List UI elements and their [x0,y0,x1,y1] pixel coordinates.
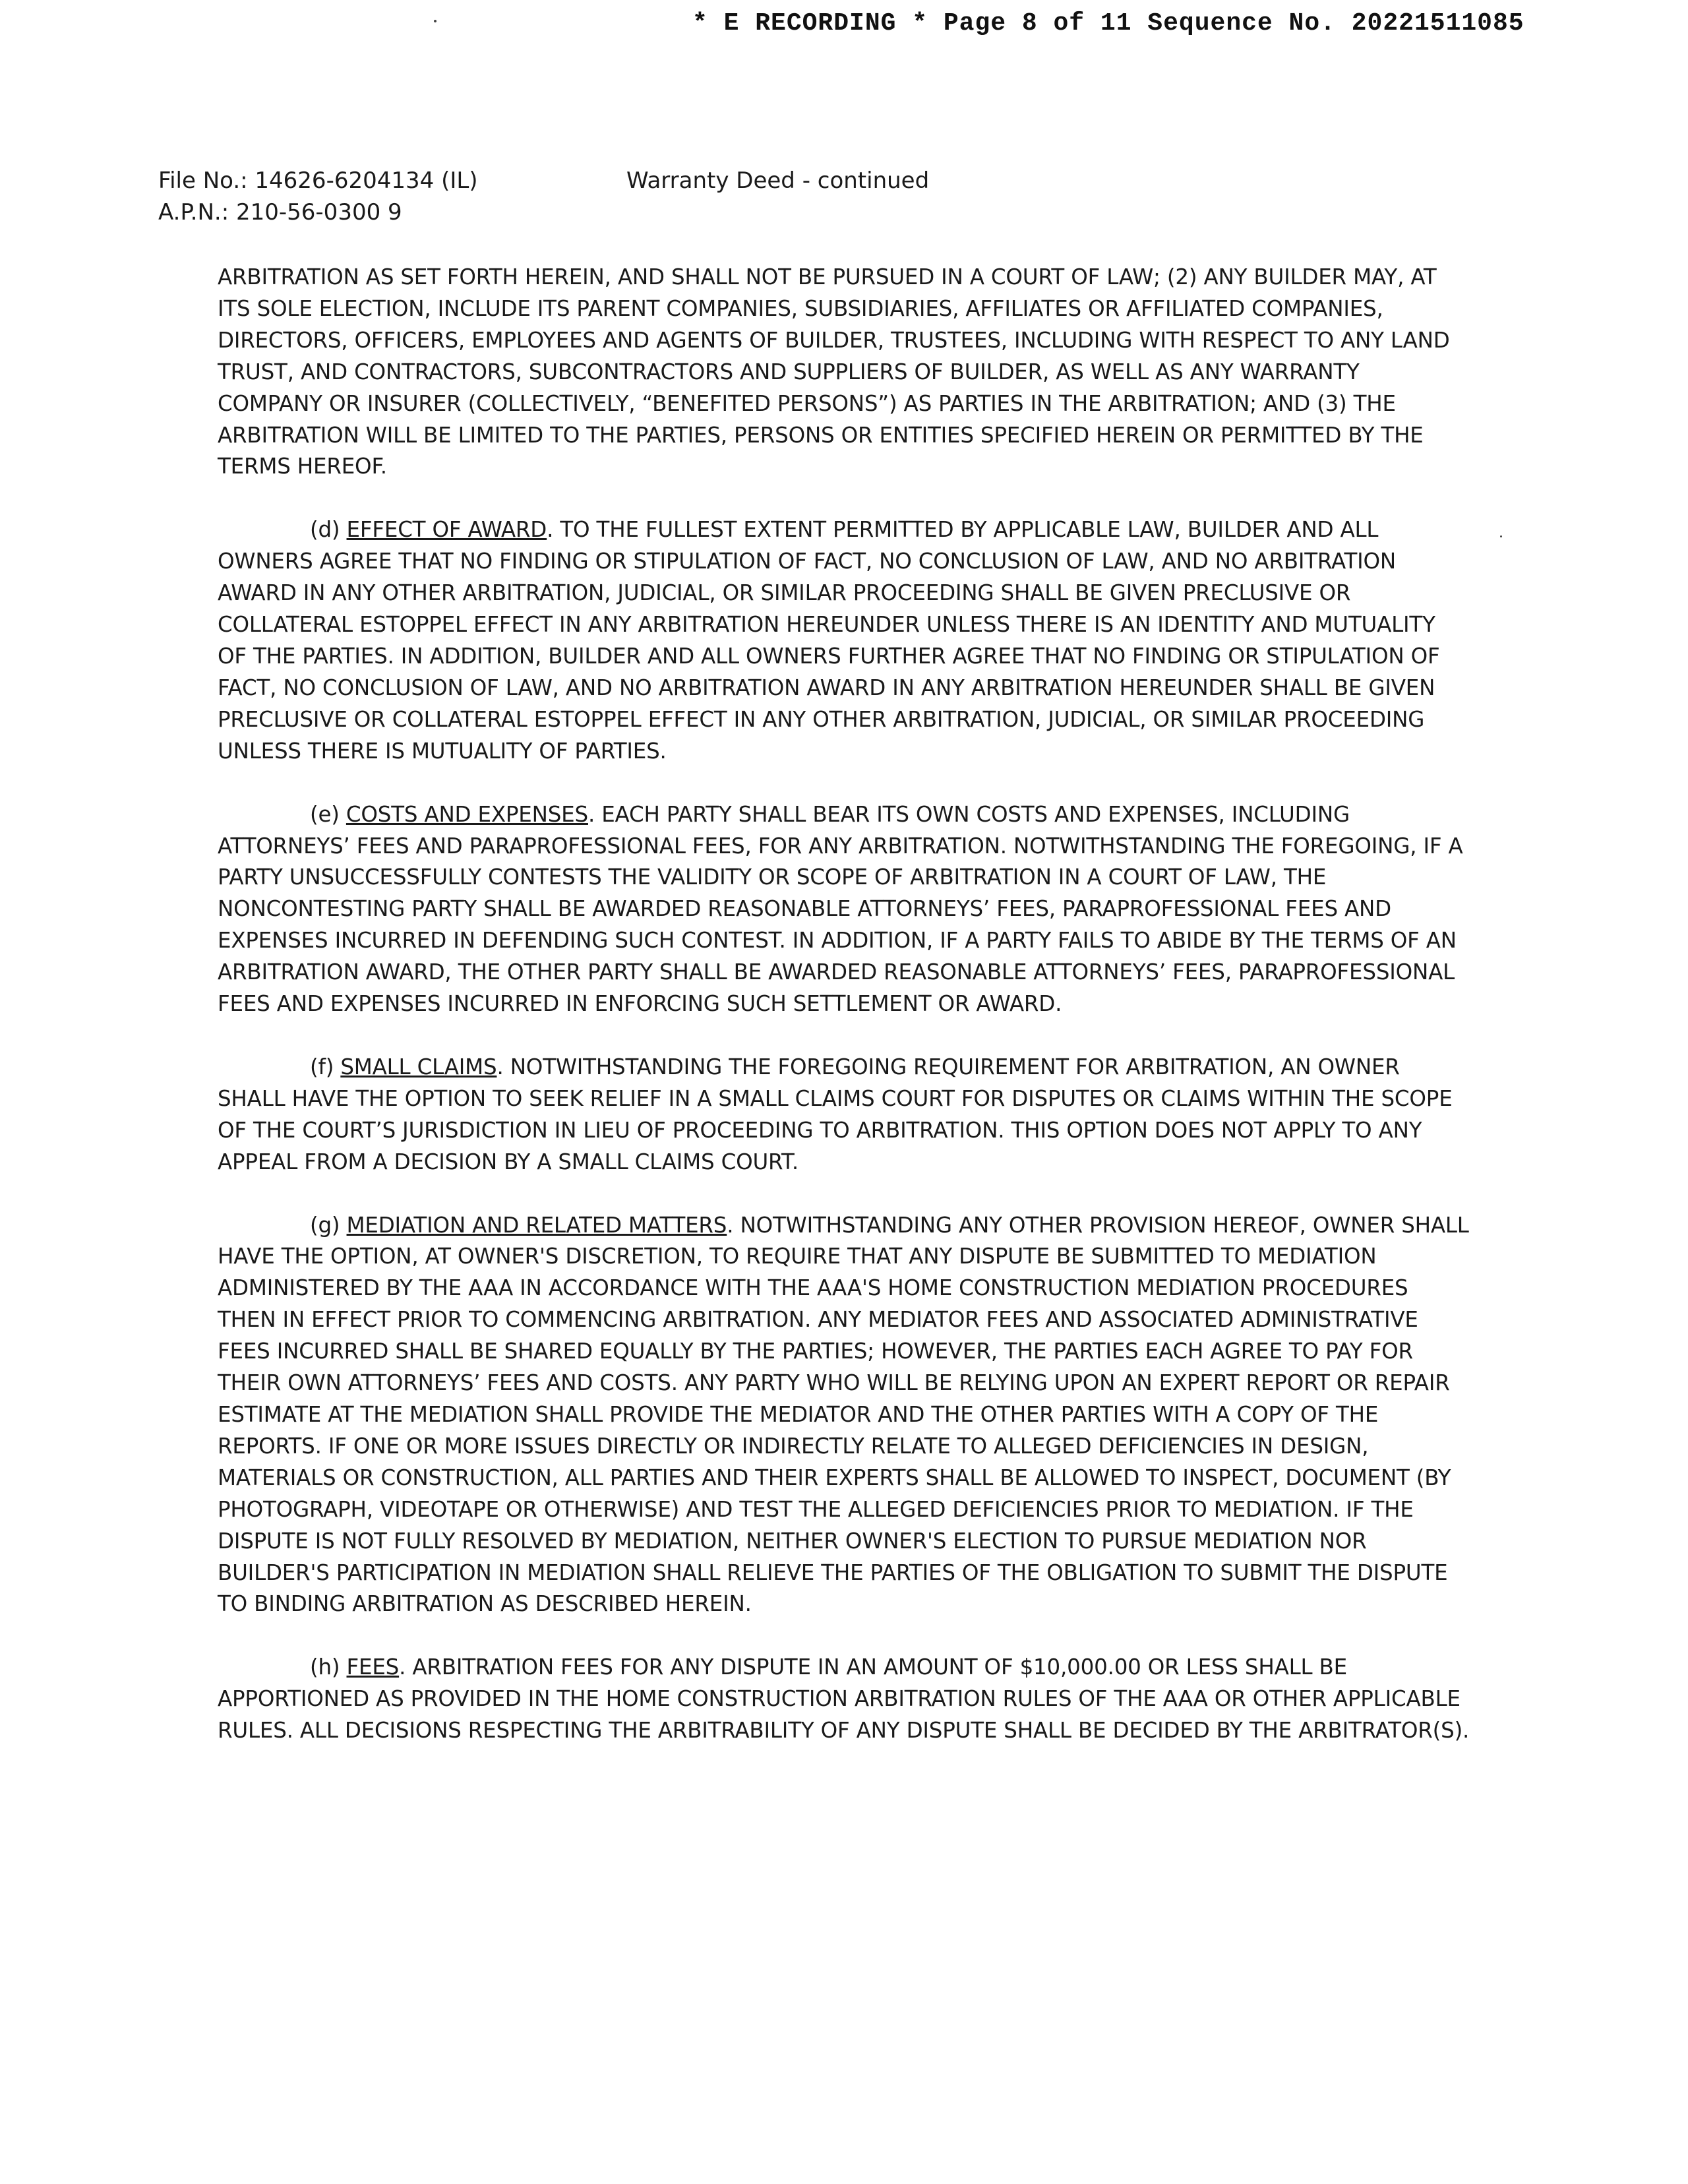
scan-speck [434,20,437,22]
section-d-heading: EFFECT OF AWARD [346,517,547,543]
section-g-text: . NOTWITHSTANDING ANY OTHER PROVISION HEREOF, OWNER SHALL HAVE THE OPTION, AT OWNER'S DISCRETION, TO REQUIRE THAT ANY DISPUTE BE SUBMITTED TO MEDIATION ADMINISTERED BY THE AAA IN ACCORDANCE WITH THE AAA'S HOME CONSTRUCTION MEDIATION PROCEDURES THEN IN EFFECT PRIOR TO COMMENCING ARBITRATION. ANY MEDIATOR FEES AND ASSOCIATED ADMINISTRATIVE FEES INCURRED SHALL BE SHARED EQUALLY BY THE PARTIES; HOWEVER, THE PARTIES EACH AGREE TO PAY FOR THEIR OWN ATTORNEYS’ FEES AND COSTS. ANY PARTY WHO WILL BE RELYING UPON AN EXPERT REPORT OR REPAIR ESTIMATE AT THE MEDIATION SHALL PROVIDE THE MEDIATOR AND THE OTHER PARTIES WITH A COPY OF THE REPORTS. IF ONE OR MORE ISSUES DIRECTLY OR INDIRECTLY RELATE TO ALLEGED DEFICIENCIES IN DESIGN, MATERIALS OR CONSTRUCTION, ALL PARTIES AND THEIR EXPERTS SHALL BE ALLOWED TO INSPECT, DOCUMENT (BY PHOTOGRAPH, VIDEOTAPE OR OTHERWISE) AND TEST THE ALLEGED DEFICIENCIES PRIOR TO MEDIATION. IF THE DISPUTE IS NOT FULLY RESOLVED BY MEDIATION, NEITHER OWNER'S ELECTION TO PURSUE MEDIATION NOR BUILDER'S PARTICIPATION IN MEDIATION SHALL RELIEVE THE PARTIES OF THE OBLIGATION TO SUBMIT THE DISPUTE TO BINDING ARBITRATION AS DESCRIBED HEREIN. [218,1212,1469,1617]
section-f-label: (f) [310,1054,341,1079]
section-h-text: . ARBITRATION FEES FOR ANY DISPUTE IN AN AMOUNT OF $10,000.00 OR LESS SHALL BE APPORTIONED AS PROVIDED IN THE HOME CONSTRUCTION ARBITRATION RULES OF THE AAA OR OTHER APPLICABLE RULES. ALL DECISIONS RESPECTING THE ARBITRABILITY OF ANY DISPUTE SHALL BE DECIDED BY THE ARBITRATOR(S). [218,1654,1470,1744]
section-h-heading: FEES [346,1654,400,1680]
file-number: File No.: 14626-6204134 (IL) [158,167,478,194]
section-g-heading: MEDIATION AND RELATED MATTERS [346,1212,727,1238]
section-h-label: (h) [310,1654,347,1680]
scan-speck [1500,535,1502,537]
section-e-heading: COSTS AND EXPENSES [346,801,588,827]
file-meta [158,165,478,228]
section-d-text: . TO THE FULLEST EXTENT PERMITTED BY APPLICABLE LAW, BUILDER AND ALL OWNERS AGREE THAT NO FINDING OR STIPULATION OF FACT, NO CONCLUSION OF LAW, AND NO ARBITRATION AWARD IN ANY OTHER ARBITRATION, JUDICIAL, OR SIMILAR PROCEEDING SHALL BE GIVEN PRECLUSIVE OR COLLATERAL ESTOPPEL EFFECT IN ANY ARBITRATION HEREUNDER UNLESS THERE IS AN IDENTITY AND MUTUALITY OF THE PARTIES. IN ADDITION, BUILDER AND ALL OWNERS FURTHER AGREE THAT NO FINDING OR STIPULATION OF FACT, NO CONCLUSION OF LAW, AND NO ARBITRATION AWARD IN ANY ARBITRATION HEREUNDER SHALL BE GIVEN PRECLUSIVE OR COLLATERAL ESTOPPEL EFFECT IN ANY OTHER ARBITRATION, JUDICIAL, OR SIMILAR PROCEEDING UNLESS THERE IS MUTUALITY OF PARTIES. [218,517,1440,764]
section-f-text: . NOTWITHSTANDING THE FOREGOING REQUIREMENT FOR ARBITRATION, AN OWNER SHALL HAVE THE OPTION TO SEEK RELIEF IN A SMALL CLAIMS COURT FOR DISPUTES OR CLAIMS WITHIN THE SCOPE OF THE COURT’S JURISDICTION IN LIEU OF PROCEEDING TO ARBITRATION. THIS OPTION DOES NOT APPLY TO ANY APPEAL FROM A DECISION BY A SMALL CLAIMS COURT. [218,1054,1453,1174]
section-d-label: (d) [310,517,347,543]
recording-header: * E RECORDING * Page 8 of 11 Sequence No. 20221511085 [692,9,1524,38]
section-h-paragraph [218,1652,1470,1747]
section-g-paragraph [218,1210,1470,1621]
section-g-label: (g) [310,1212,347,1238]
section-f-paragraph [218,1052,1470,1178]
section-d-paragraph [218,514,1470,767]
section-e-label: (e) [310,801,346,827]
document-title: Warranty Deed - continued [626,167,930,194]
section-f-heading: SMALL CLAIMS [340,1054,497,1079]
document-body [218,262,1470,1778]
intro-paragraph: ARBITRATION AS SET FORTH HEREIN, AND SHALL NOT BE PURSUED IN A COURT OF LAW; (2) ANY BUILDER MAY, AT ITS SOLE ELECTION, INCLUDE ITS PARENT COMPANIES, SUBSIDIARIES, AFFILIATES OR AFFILIATED COMPANIES, DIRECTORS, OFFICERS, EMPLOYEES AND AGENTS OF BUILDER, TRUSTEES, INCLUDING WITH RESPECT TO ANY LAND TRUST, AND CONTRACTORS, SUBCONTRACTORS AND SUPPLIERS OF BUILDER, AS WELL AS ANY WARRANTY COMPANY OR INSURER (COLLECTIVELY, “BENEFITED PERSONS”) AS PARTIES IN THE ARBITRATION; AND (3) THE ARBITRATION WILL BE LIMITED TO THE PARTIES, PERSONS OR ENTITIES SPECIFIED HEREIN OR PERMITTED BY THE TERMS HEREOF. [218,264,1450,479]
section-e-paragraph [218,799,1470,1020]
section-e-text: . EACH PARTY SHALL BEAR ITS OWN COSTS AND EXPENSES, INCLUDING ATTORNEYS’ FEES AND PARAPROFESSIONAL FEES, FOR ANY ARBITRATION. NOTWITHSTANDING THE FOREGOING, IF A PARTY UNSUCCESSFULLY CONTESTS THE VALIDITY OR SCOPE OF ARBITRATION IN A COURT OF LAW, THE NONCONTESTING PARTY SHALL BE AWARDED REASONABLE ATTORNEYS’ FEES, PARAPROFESSIONAL FEES AND EXPENSES INCURRED IN DEFENDING SUCH CONTEST. IN ADDITION, IF A PARTY FAILS TO ABIDE BY THE TERMS OF AN ARBITRATION AWARD, THE OTHER PARTY SHALL BE AWARDED REASONABLE ATTORNEYS’ FEES, PARAPROFESSIONAL FEES AND EXPENSES INCURRED IN ENFORCING SUCH SETTLEMENT OR AWARD. [218,801,1463,1017]
apn-number: A.P.N.: 210-56-0300 9 [158,199,402,226]
